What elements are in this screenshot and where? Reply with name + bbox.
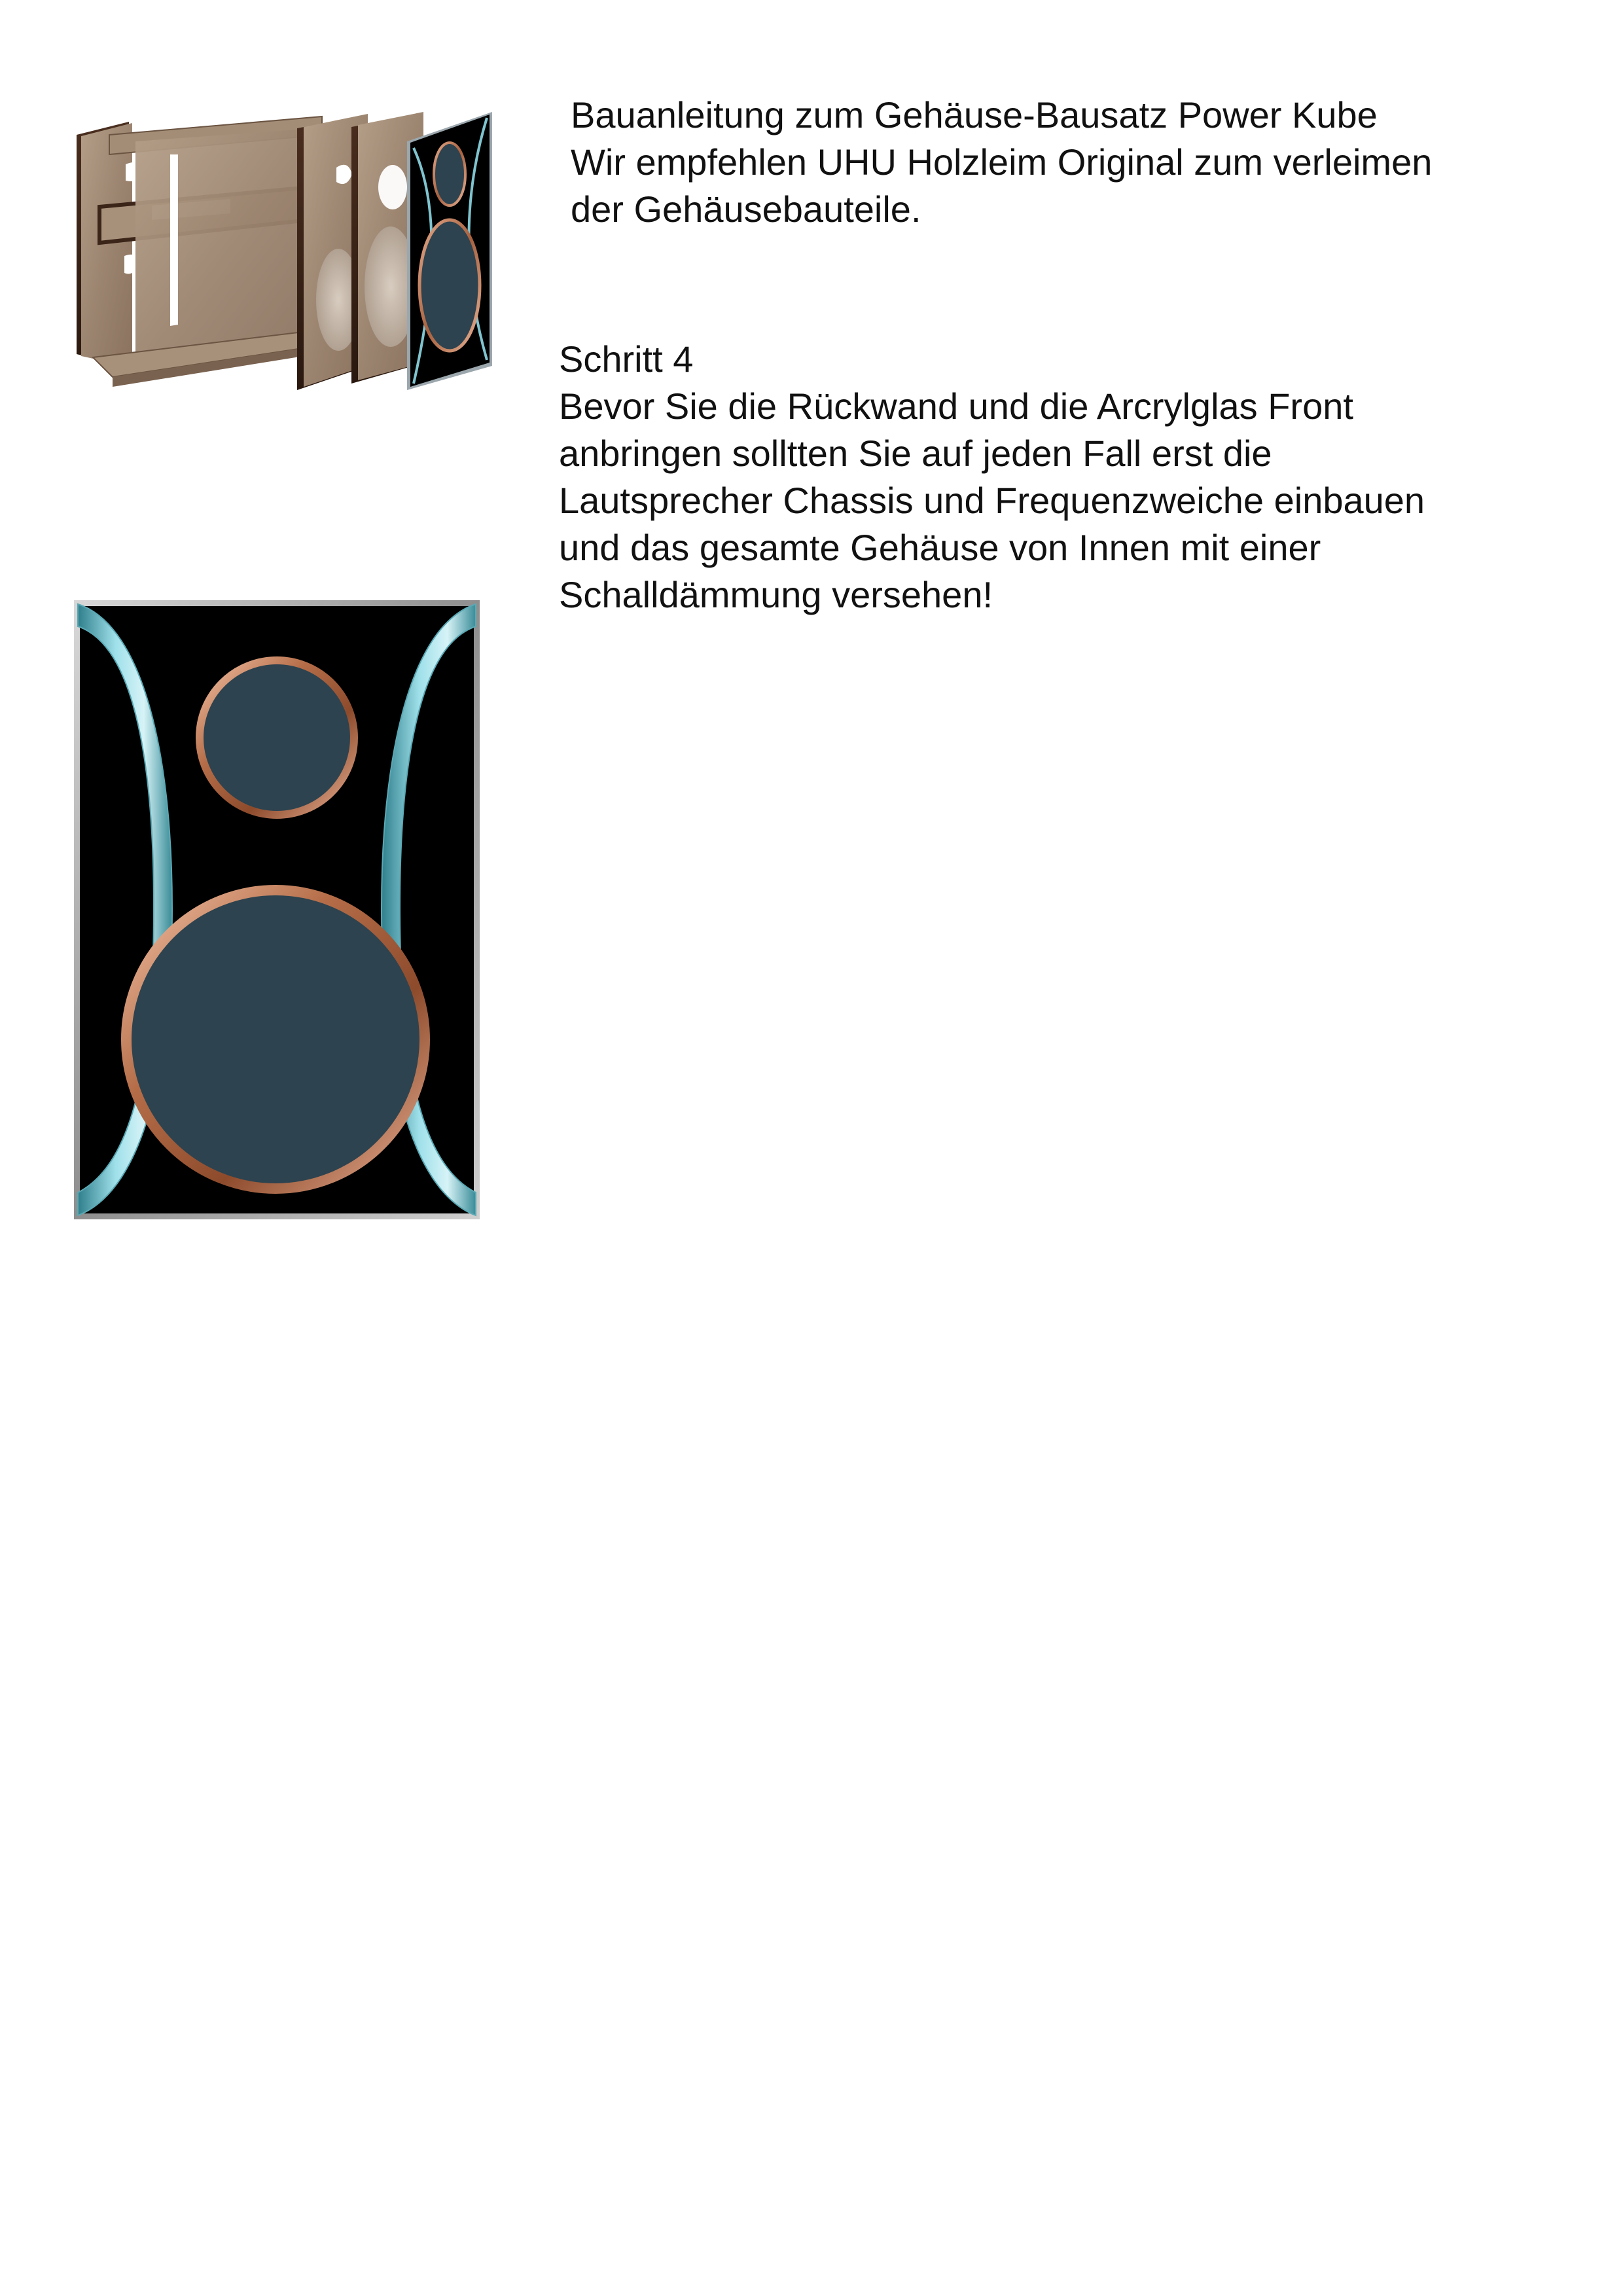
exploded-cabinet-illustration	[73, 109, 499, 403]
tweeter-cutout	[200, 660, 354, 815]
intro-text	[571, 92, 1592, 233]
cabinet-side-panel	[77, 122, 145, 367]
step-line-1: Bevor Sie die Rückwand und die Arcrylglas Front	[559, 386, 1353, 427]
cabinet-acrylic-front	[407, 112, 492, 390]
acrylic-front-panel-illustration	[74, 600, 480, 1219]
cabinet-back-wall	[135, 128, 315, 364]
step-line-2: anbringen solltten Sie auf jeden Fall erst die	[559, 433, 1272, 474]
intro-line-glue: Wir empfehlen UHU Holzleim Original zum verleimen	[571, 141, 1433, 183]
step-line-3: Lautsprecher Chassis und Frequenzweiche einbauen	[559, 480, 1425, 521]
step-section	[559, 336, 1606, 619]
step-heading: Schritt 4	[559, 338, 694, 380]
intro-line-parts: der Gehäusebauteile.	[571, 188, 921, 230]
step-line-5: Schalldämmung versehen!	[559, 574, 993, 615]
woofer-cutout	[126, 890, 425, 1189]
step-line-4: und das gesamte Gehäuse von Innen mit einer	[559, 527, 1321, 568]
intro-line-title: Bauanleitung zum Gehäuse-Bausatz Power Kube	[571, 94, 1378, 135]
